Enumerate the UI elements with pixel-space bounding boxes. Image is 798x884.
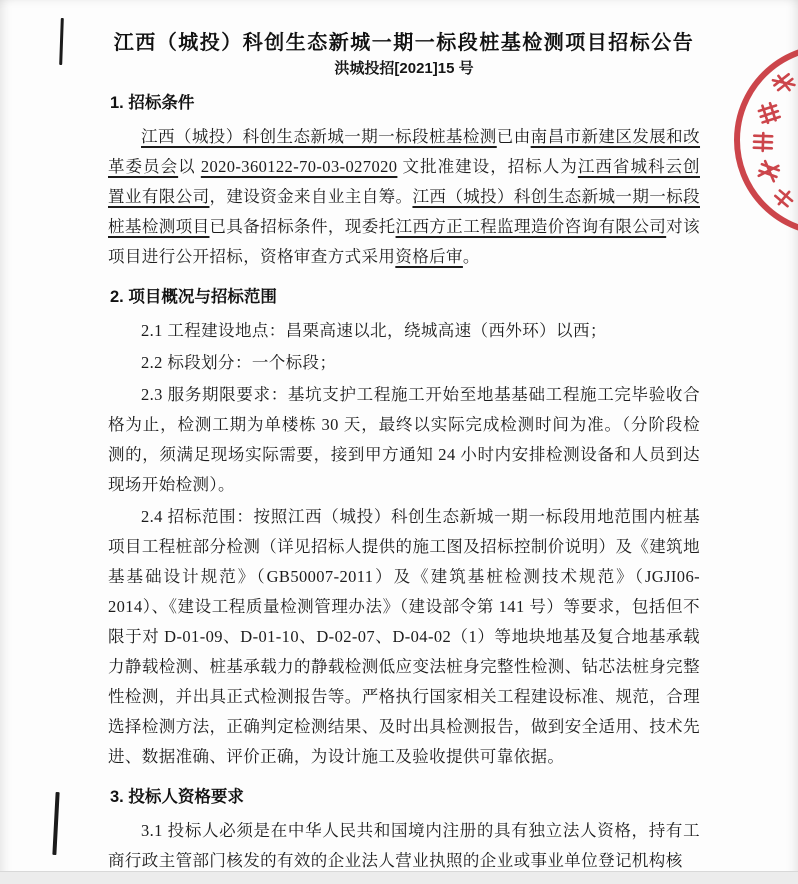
- section-heading: 1. 招标条件: [110, 94, 195, 112]
- scan-bottom-band: [0, 871, 798, 884]
- text-run: ，建设资金来自业主自筹。: [209, 187, 413, 206]
- text-run: 对该项目进行公开招标，资格审查方式采用: [108, 217, 700, 266]
- text-run: 2.4 招标范围：按照江西（城投）科创生态新城一期一标段用地范围内桩基项目工程桩部分检测（详见招标人提供的施工图及招标控制价说明）及《建筑地基基础设计规范》（GB50007-2011）及《建筑基桩检测技术规范》（JGJI06-2014）、《建设工程质量检测管理办法》（建设部令第 141 号）等要求，包括但不限于对 D-01-09、D-01-10、D-02-07、D-04-02（1）等地块地基及复合地基承载力静载检测、桩基承载力的静载检测低应变法桩身完整性检测、钻芯法桩身完整性检测，并出具正式检测报告等。严格执行国家相关工程建设标准、规范，合理选择检测方法，正确判定检测结果、及时出具检测报告，做到安全适用、技术先进、数据准确、评价正确，为设计施工及验收提供可靠依据。: [108, 507, 700, 766]
- text-run: 文批准建设，招标人为: [397, 157, 578, 176]
- paragraph: [108, 816, 700, 876]
- paragraph: [108, 380, 700, 500]
- underlined-text: 江西（城投）科创生态新城一期一标段桩基检测: [141, 127, 497, 146]
- section-heading: 3. 投标人资格要求: [110, 788, 244, 806]
- text-run: 以: [178, 157, 201, 176]
- document-title: 江西（城投）科创生态新城一期一标段桩基检测项目招标公告: [113, 32, 695, 54]
- underlined-text: 资格后审: [395, 247, 463, 266]
- text-run: 已由: [496, 127, 531, 146]
- document-number: 洪城投招[2021]15 号: [334, 60, 474, 77]
- text-run: 已具备招标条件，现委托: [209, 217, 396, 236]
- underlined-text: 2020-360122-70-03-027020: [200, 157, 398, 176]
- paragraph: [108, 502, 700, 772]
- text-run: 3.1 投标人必须是在中华人民共和国境内注册的具有独立法人资格，持有工商行政主管部门核发的有效的企业法人营业执照的企业或事业单位登记机构核: [108, 821, 700, 870]
- text-run: 2.1 工程建设地点：昌栗高速以北，绕城高速（西外环）以西；: [141, 321, 607, 340]
- underlined-text: 江西方正工程监理造价咨询有限公司: [395, 217, 667, 236]
- paragraph: [108, 122, 700, 272]
- underlined-text: 江西省城科云创置业有限公司: [108, 157, 700, 206]
- paragraph: [108, 316, 700, 346]
- text-run: 。: [462, 247, 480, 266]
- underlined-text: 南昌市新建区发展和改革委员会: [108, 127, 701, 176]
- text-run: 2.2 标段划分：一个标段；: [141, 353, 337, 372]
- paragraph: [108, 348, 700, 378]
- section-heading: 2. 项目概况与招标范围: [110, 288, 277, 306]
- document-body: [108, 88, 700, 876]
- text-run: 2.3 服务期限要求：基坑支护工程施工开始至地基基础工程施工完毕验收合格为止，检测工期为单楼栋 30 天，最终以实际完成检测时间为准。（分阶段检测的，须满足现场实际需要，接到甲方通知 24 小时内安排检测设备和人员到达现场开始检测）。: [108, 385, 700, 494]
- underlined-text: 江西（城投）科创生态新城一期一标段桩基检测项目: [108, 187, 700, 236]
